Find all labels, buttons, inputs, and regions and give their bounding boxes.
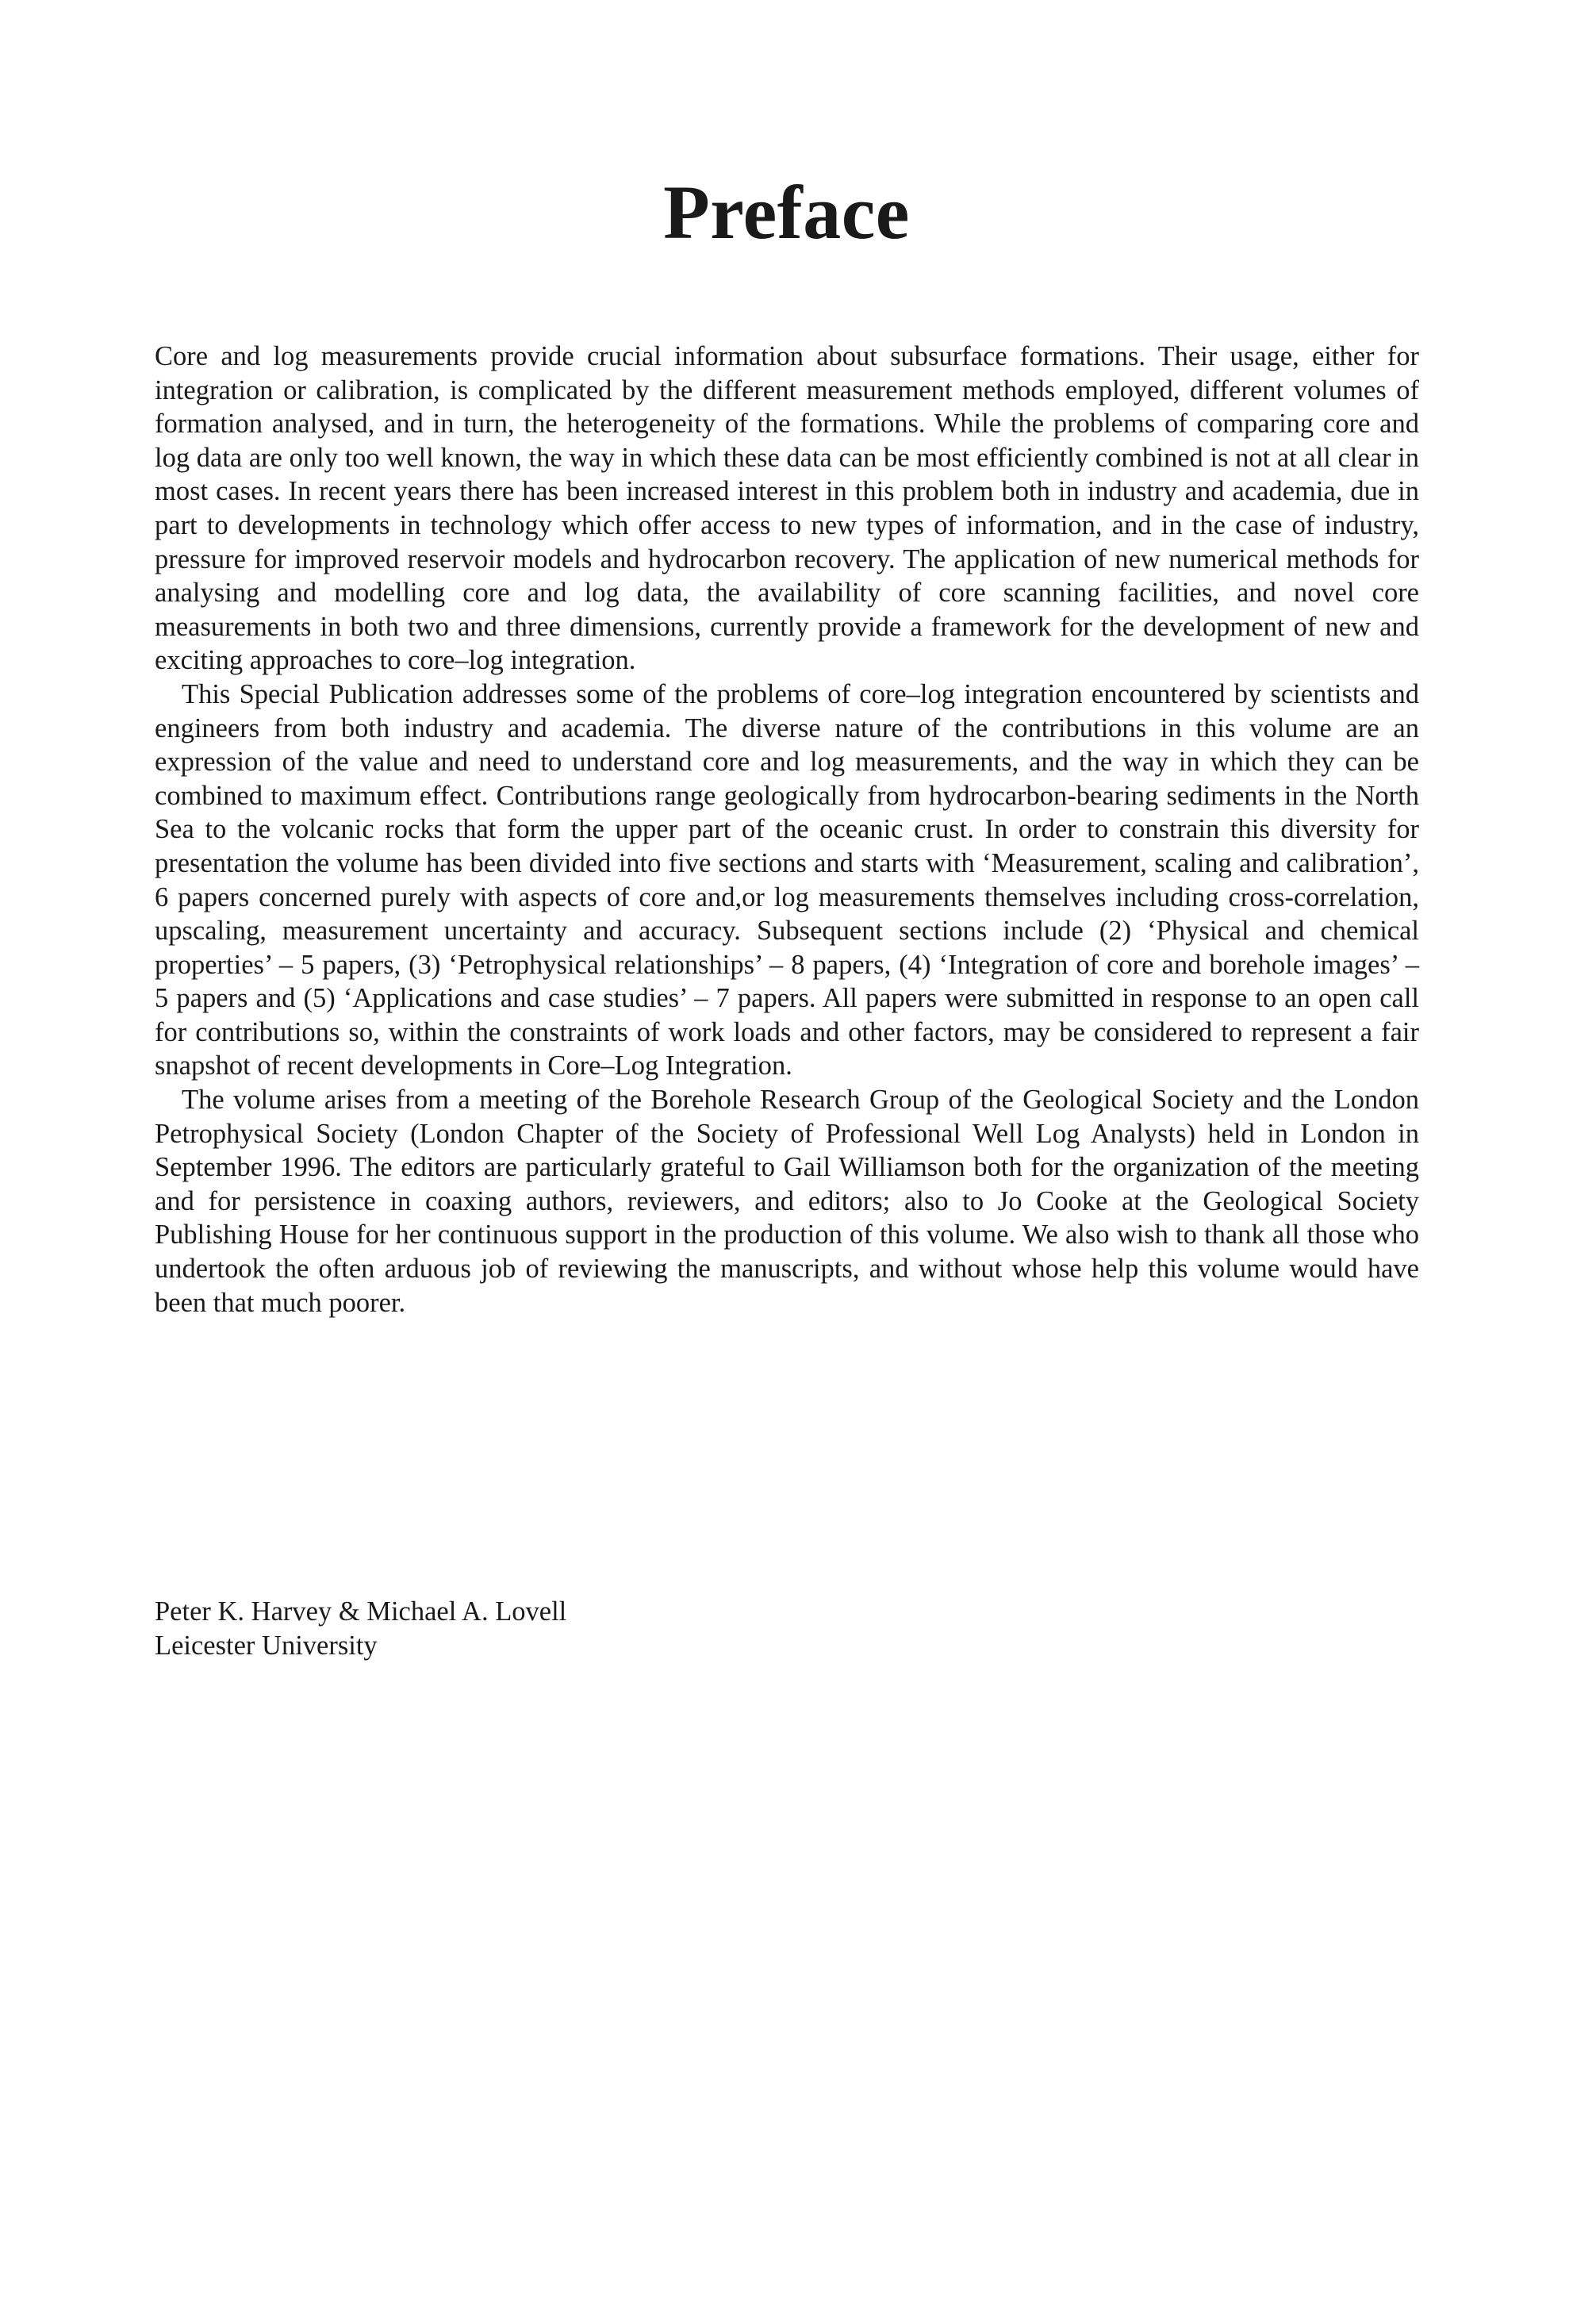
- preface-body: [155, 340, 1419, 1319]
- paragraph-2: This Special Publication addresses some of the problems of core–log integration encountered by scientists and engineers from both industry and academia. The diverse nature of the contributions in this volume are an expression of the value and need to understand core and log measurements, and the way in which they can be combined to maximum effect. Contributions range geologically from hydrocarbon-bearing sediments in the North Sea to the volcanic rocks that form the upper part of the oceanic crust. In order to constrain this diversity for presentation the volume has been divided into five sections and starts with ‘Measurement, scaling and calibration’, 6 papers concerned purely with aspects of core and,or log measurements themselves including cross-correlation, upscaling, measurement uncertainty and accuracy. Subsequent sections include (2) ‘Physical and chemical properties’ – 5 papers, (3) ‘Petrophysical relationships’ – 8 papers, (4) ‘Integration of core and borehole images’ – 5 papers and (5) ‘Applications and case studies’ – 7 papers. All papers were submitted in response to an open call for contributions so, within the constraints of work loads and other factors, may be considered to represent a fair snapshot of recent developments in Core–Log Integration.: [155, 678, 1419, 1081]
- page-title: Preface: [663, 170, 910, 255]
- paragraph-1: Core and log measurements provide crucial information about subsurface formations. Their usage, either for integration or calibration, is complicated by the different measurement methods employed, different volumes of formation analysed, and in turn, the heterogeneity of the formations. While the problems of comparing core and log data are only too well known, the way in which these data can be most efficiently combined is not at all clear in most cases. In recent years there has been increased interest in this problem both in industry and academia, due in part to developments in technology which offer access to new types of information, and in the case of industry, pressure for improved reservoir models and hydrocarbon recovery. The application of new numerical methods for analysing and modelling core and log data, the availability of core scanning facilities, and novel core measurements in both two and three dimensions, currently provide a framework for the development of new and exciting approaches to core–log integration.: [155, 341, 1419, 676]
- paragraph-3: The volume arises from a meeting of the Borehole Research Group of the Geological Society and the London Petrophysical Society (London Chapter of the Society of Professional Well Log Analysts) held in London in September 1996. The editors are particularly grateful to Gail Williamson both for the organization of the meeting and for persistence in coaxing authors, reviewers, and editors; also to Jo Cooke at the Geological Society Publishing House for her continuous support in the production of this volume. We also wish to thank all those who undertook the often arduous job of reviewing the manuscripts, and without whose help this volume would have been that much poorer.: [155, 1085, 1419, 1318]
- signature-block: [155, 1595, 566, 1662]
- signature-affiliation: Leicester University: [155, 1630, 378, 1661]
- signature-authors: Peter K. Harvey & Michael A. Lovell: [155, 1596, 567, 1627]
